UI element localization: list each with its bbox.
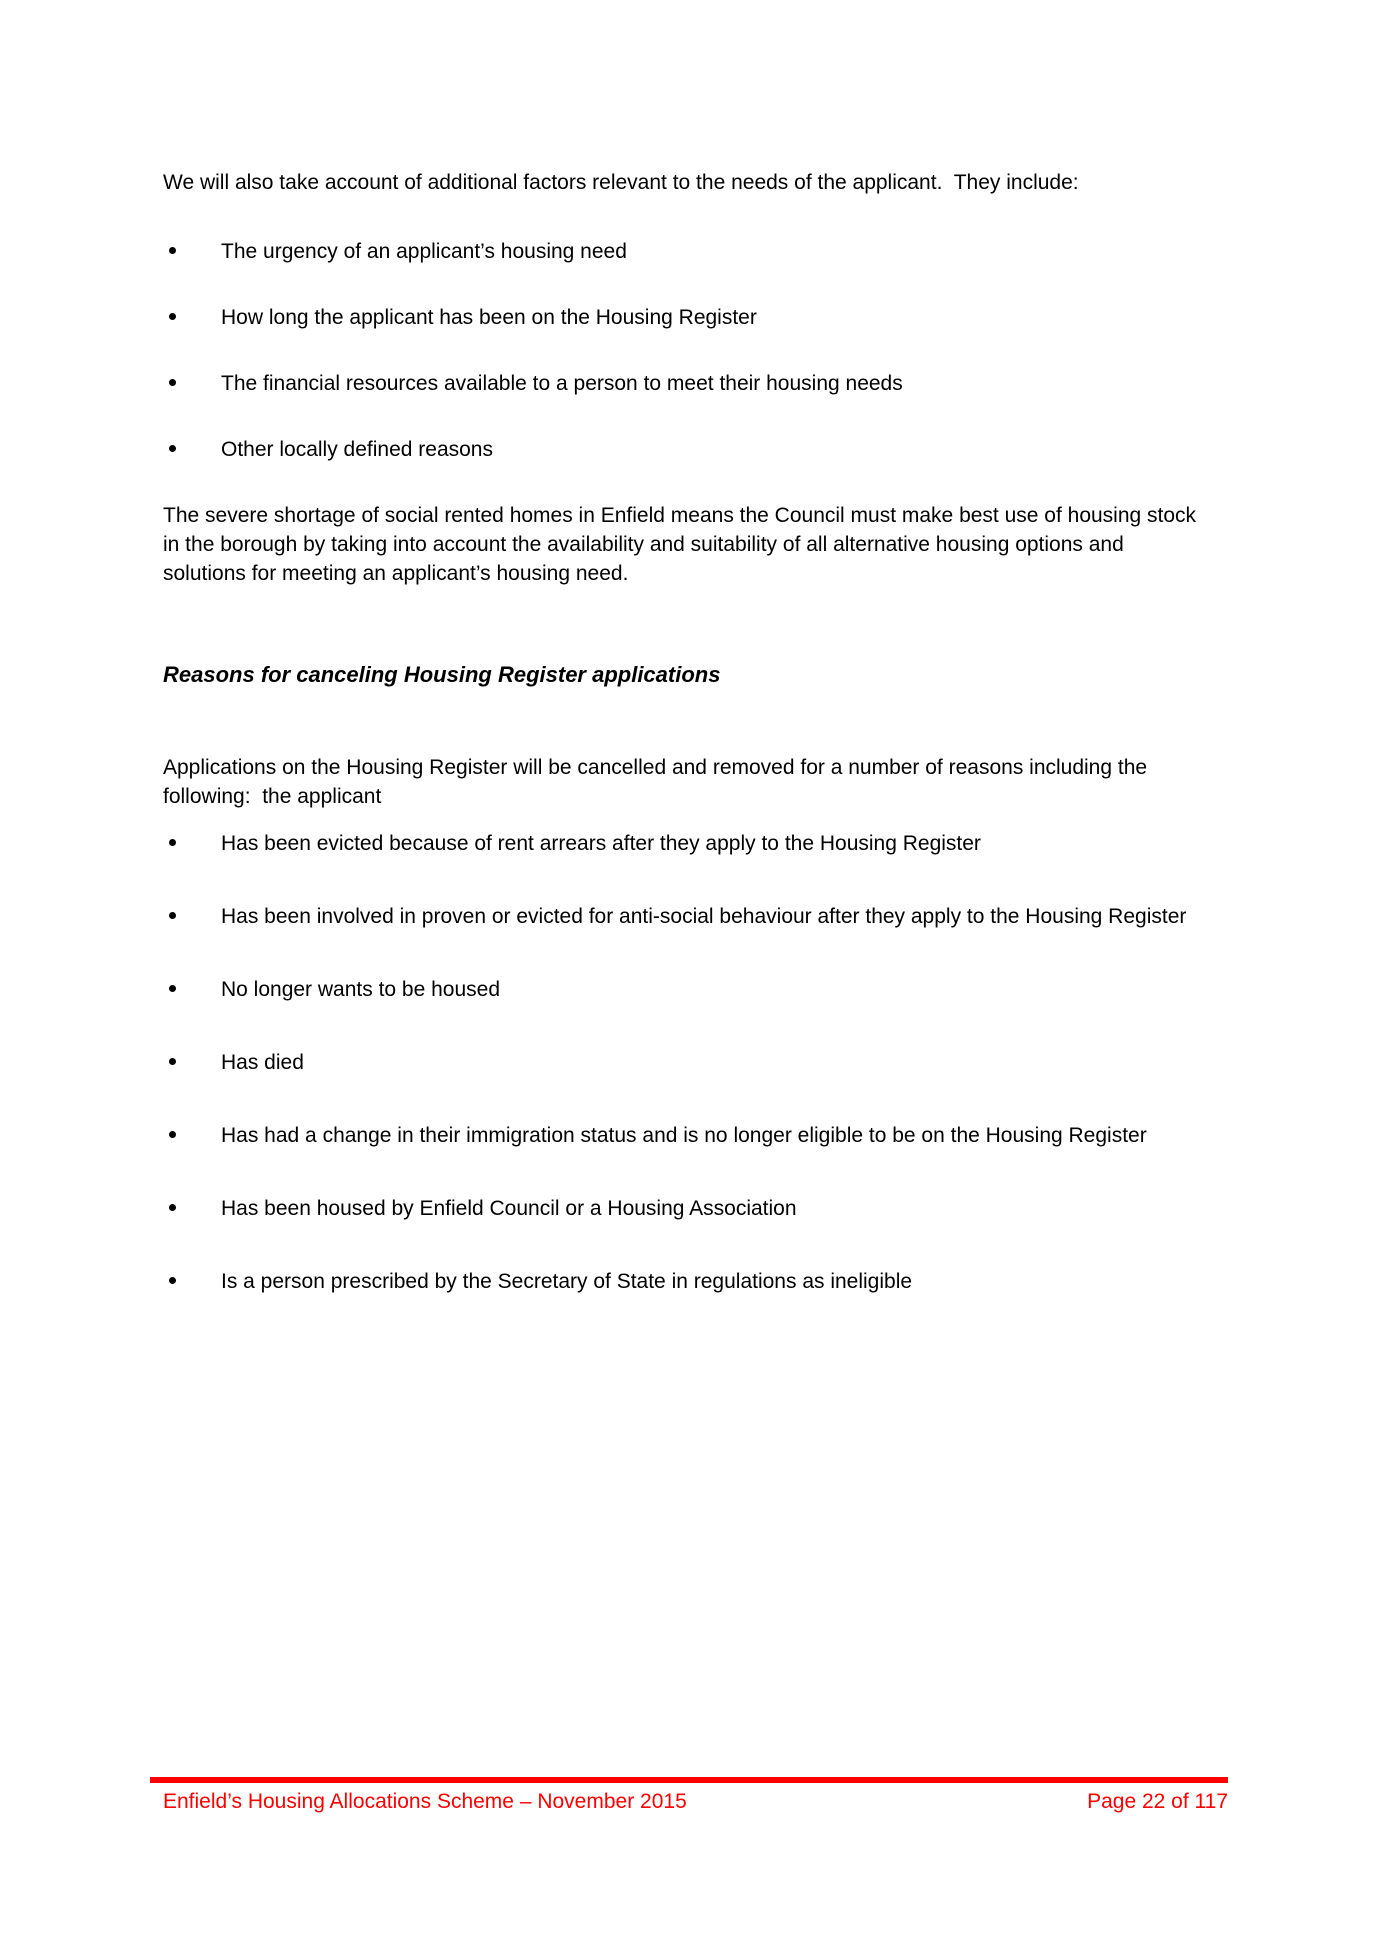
intro-paragraph: We will also take account of additional factors relevant to the needs of the applicant. They include: [163,171,1079,194]
list-item-text: Has been housed by Enfield Council or a Housing Association [221,1197,797,1220]
list-item-text: Has died [221,1051,304,1074]
bullet-icon [169,379,176,386]
list-item-text: No longer wants to be housed [221,978,501,1001]
page-content [163,168,1203,1340]
list-item-text: How long the applicant has been on the Housing Register [221,306,757,329]
bullet-icon [169,985,176,992]
bullet-icon [169,1058,176,1065]
list-item [163,829,1203,858]
footer-page-number: Page 22 of 117 [1087,1790,1228,1813]
footer-row [150,1787,1228,1816]
list-item [163,1121,1203,1150]
bullet-icon [169,247,176,254]
shortage-paragraph: The severe shortage of social rented homes in Enfield means the Council must make best use of housing stock in the borough by taking into account the availability and suitability of all alternative housing options and solutions for meeting an applicant’s housing need. [163,504,1202,585]
list-item [163,303,1203,332]
bullet-icon [169,445,176,452]
cancel-intro-paragraph: Applications on the Housing Register will be cancelled and removed for a number of reasons including the following: the applicant [163,756,1153,808]
footer-rule [150,1777,1228,1783]
list-item-text: The urgency of an applicant’s housing need [221,240,627,263]
list-item [163,237,1203,266]
list-item [163,1267,1203,1296]
list-item-text: Has had a change in their immigration status and is no longer eligible to be on the Housing Register [221,1124,1147,1147]
list-item-text: Is a person prescribed by the Secretary of State in regulations as ineligible [221,1270,913,1293]
bullet-icon [169,1204,176,1211]
list-item-text: Has been involved in proven or evicted for anti-social behaviour after they apply to the Housing Register [221,905,1187,928]
list-item [163,975,1203,1004]
list-item [163,435,1203,464]
bullet-icon [169,912,176,919]
cancel-reasons-list [163,829,1203,1296]
page-footer [150,1777,1228,1816]
list-item [163,902,1203,931]
list-item-text: Other locally defined reasons [221,438,493,461]
list-item-text: Has been evicted because of rent arrears after they apply to the Housing Register [221,832,981,855]
list-item-text: The financial resources available to a person to meet their housing needs [221,372,903,395]
bullet-icon [169,1131,176,1138]
list-item [163,1194,1203,1223]
section-heading: Reasons for canceling Housing Register applications [163,662,721,687]
list-item [163,1048,1203,1077]
additional-factors-list [163,237,1203,464]
bullet-icon [169,839,176,846]
list-item [163,369,1203,398]
bullet-icon [169,1277,176,1284]
footer-document-title: Enfield’s Housing Allocations Scheme – November 2015 [163,1790,687,1813]
bullet-icon [169,313,176,320]
